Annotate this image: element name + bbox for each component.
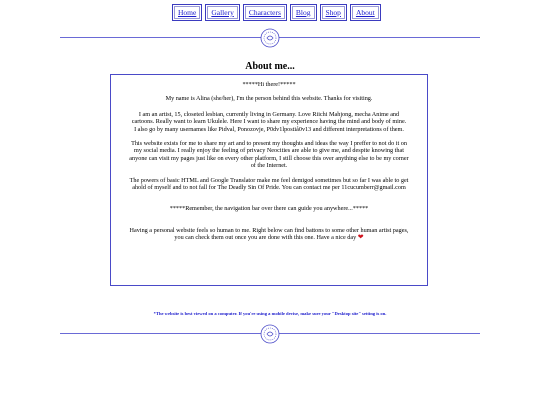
nav-shop-link[interactable]: Shop [320, 4, 347, 21]
ornament-divider-icon [259, 27, 281, 49]
bottom-divider [60, 327, 480, 341]
greeting-text: *****Hi there!***** [242, 81, 296, 88]
nav-about-link[interactable]: About [350, 4, 381, 21]
top-divider [60, 31, 480, 45]
closing-message: Having a personal website feels so human to me. Right below can find battons to some other human artist pages, you can check them out once you are done with this one. Have a nice day [129, 226, 409, 242]
about-content-box [110, 74, 428, 286]
page-title: About me... [245, 60, 295, 72]
nav-home-link[interactable]: Home [172, 4, 202, 21]
bio-text: I am an artist, 15, closeted lesbian, currently living in Germany. Love Riichi Mahjong, mecha Anime and cartoons. Really want to learn Ukulele. Here I want to share my experience having the mind and body of mine. [131, 110, 407, 126]
desktop-notice: *The website is best viewed on a computer. If you're using a mobile devise, make sure your "Desktop site" setting is on. [153, 311, 387, 316]
contact-text: The powers of basic HTML and Google Translator make me feel demigod sometimes but so far I was able to get ahold of myself and to not fall for The Deadly Sin Of Pride. You can contact me per 11cucumberr@gmail.com [129, 176, 409, 192]
ornament-divider-icon [259, 323, 281, 345]
reminder-text: *****Remember, the navigation bar over there can guide you anywhere...***** [169, 205, 369, 213]
main-navigation [172, 4, 381, 21]
nav-blog-link[interactable]: Blog [290, 4, 317, 21]
purpose-text: This website exists for me to share my art and to present my thoughts and ideas the way I preffer to not do it on my social media. I really enjoy the feeling of privacy Neocities are able to give me, and despite knowing that anyone can visit my pages just like on every other platform, I still choose this over anything else to be my corner of the Internet. [129, 140, 409, 170]
nav-characters-link[interactable]: Characters [243, 4, 287, 21]
closing-text [127, 227, 411, 242]
usernames-text: I also go by many usernames like Pidval, Ponozovje, P0dv1lpostiå0v13 and different interpretations of them. [134, 125, 404, 133]
intro-text: My name is Alina (she/her), I'm the person behind this website. Thanks for visiting. [165, 95, 373, 103]
heart-icon: ❤ [357, 233, 364, 242]
nav-gallery-link[interactable]: Gallery [205, 4, 240, 21]
